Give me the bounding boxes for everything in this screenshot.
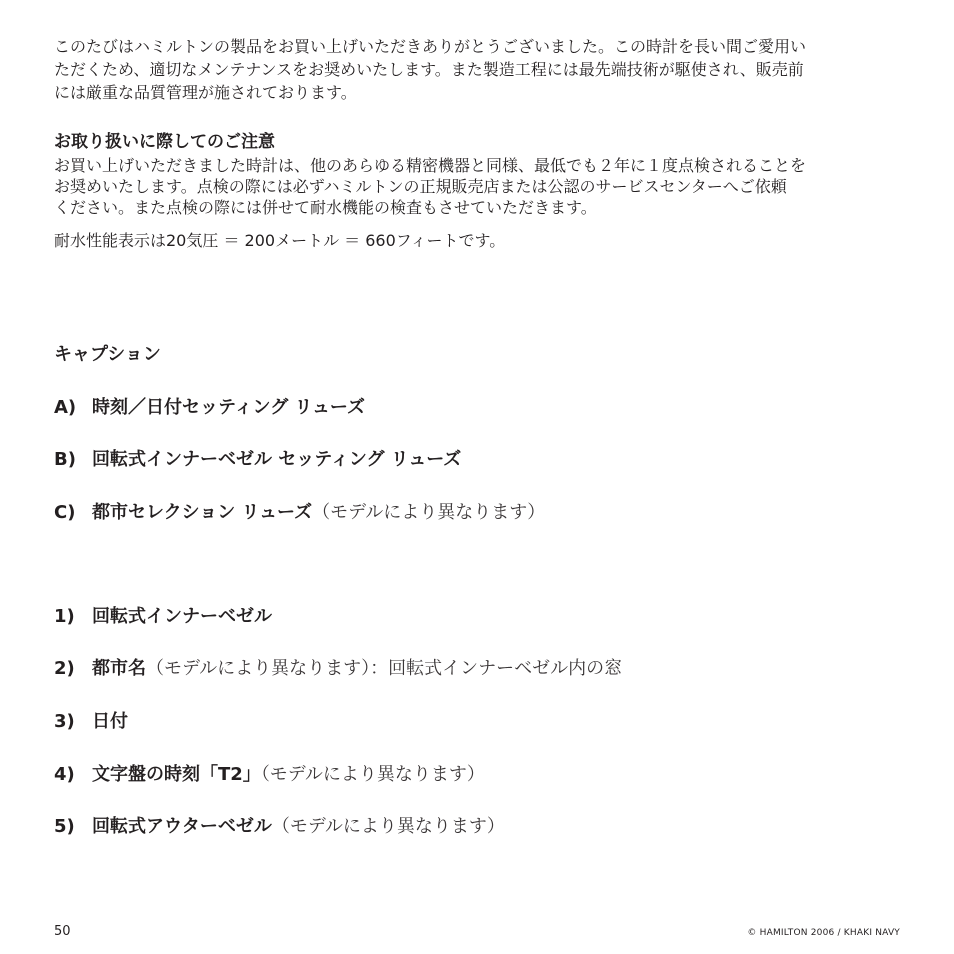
caption-item-b — [54, 448, 461, 472]
caption-item-3 — [54, 710, 128, 734]
item-label: 日付 — [92, 711, 128, 732]
item-marker: C) — [54, 502, 76, 523]
item-marker: B) — [54, 449, 76, 470]
item-label: 都市名 — [92, 658, 146, 679]
intro-line: このたびはハミルトンの製品をお買い上げいただきありがとうございました。この時計を長い間ご愛用い — [54, 37, 807, 56]
item-label: 回転式インナーベゼル — [92, 606, 272, 627]
caption-item-c — [54, 501, 545, 525]
item-label: 回転式インナーベゼル セッティング リューズ — [92, 449, 462, 470]
item-label: 時刻／日付セッティング リューズ — [92, 397, 366, 418]
item-label: 回転式アウターベゼル — [92, 816, 272, 837]
item-note: （モデルにより異なります） — [312, 502, 546, 523]
item-marker: A) — [54, 397, 77, 418]
caption-item-a — [54, 396, 365, 420]
care-heading: お取り扱いに際してのご注意 — [54, 132, 275, 152]
item-marker: 1) — [54, 606, 75, 627]
caption-title: キャプション — [54, 344, 161, 365]
care-line: お奨めいたします。点検の際には必ずハミルトンの正規販売店または公認のサービスセンターへご依頼 — [54, 177, 787, 196]
item-label: 都市セレクション リューズ — [92, 502, 313, 523]
caption-item-5 — [54, 815, 505, 839]
item-note: （モデルにより異なります） — [271, 816, 505, 837]
copyright-notice: © HAMILTON 2006 / KHAKI NAVY — [747, 928, 900, 938]
care-paragraph — [54, 155, 914, 218]
page-number: 50 — [54, 924, 71, 939]
care-line: お買い上げいただきました時計は、他のあらゆる精密機器と同様、最低でも２年に１度点検されることを — [54, 156, 807, 175]
caption-item-1 — [54, 605, 272, 629]
item-marker: 2) — [54, 658, 75, 679]
item-marker: 4) — [54, 764, 75, 785]
item-label: 文字盤の時刻「T2」 — [92, 764, 261, 785]
item-marker: 5) — [54, 816, 75, 837]
water-resistance-note: 耐水性能表示は20気圧 ＝ 200メートル ＝ 660フィートです。 — [54, 231, 506, 250]
intro-paragraph — [54, 35, 904, 104]
care-line: ください。また点検の際には併せて耐水機能の検査もさせていただきます。 — [54, 198, 597, 217]
item-marker: 3) — [54, 711, 75, 732]
intro-line: には厳重な品質管理が施されております。 — [54, 83, 357, 102]
caption-item-2 — [54, 657, 622, 681]
item-note: （モデルにより異なります）：回転式インナーベゼル内の窓 — [146, 658, 623, 679]
caption-item-4 — [54, 763, 485, 787]
intro-line: ただくため、適切なメンテナンスをお奨めいたします。また製造工程には最先端技術が駆使され、販売前 — [54, 60, 804, 79]
item-note: （モデルにより異なります） — [260, 764, 485, 785]
